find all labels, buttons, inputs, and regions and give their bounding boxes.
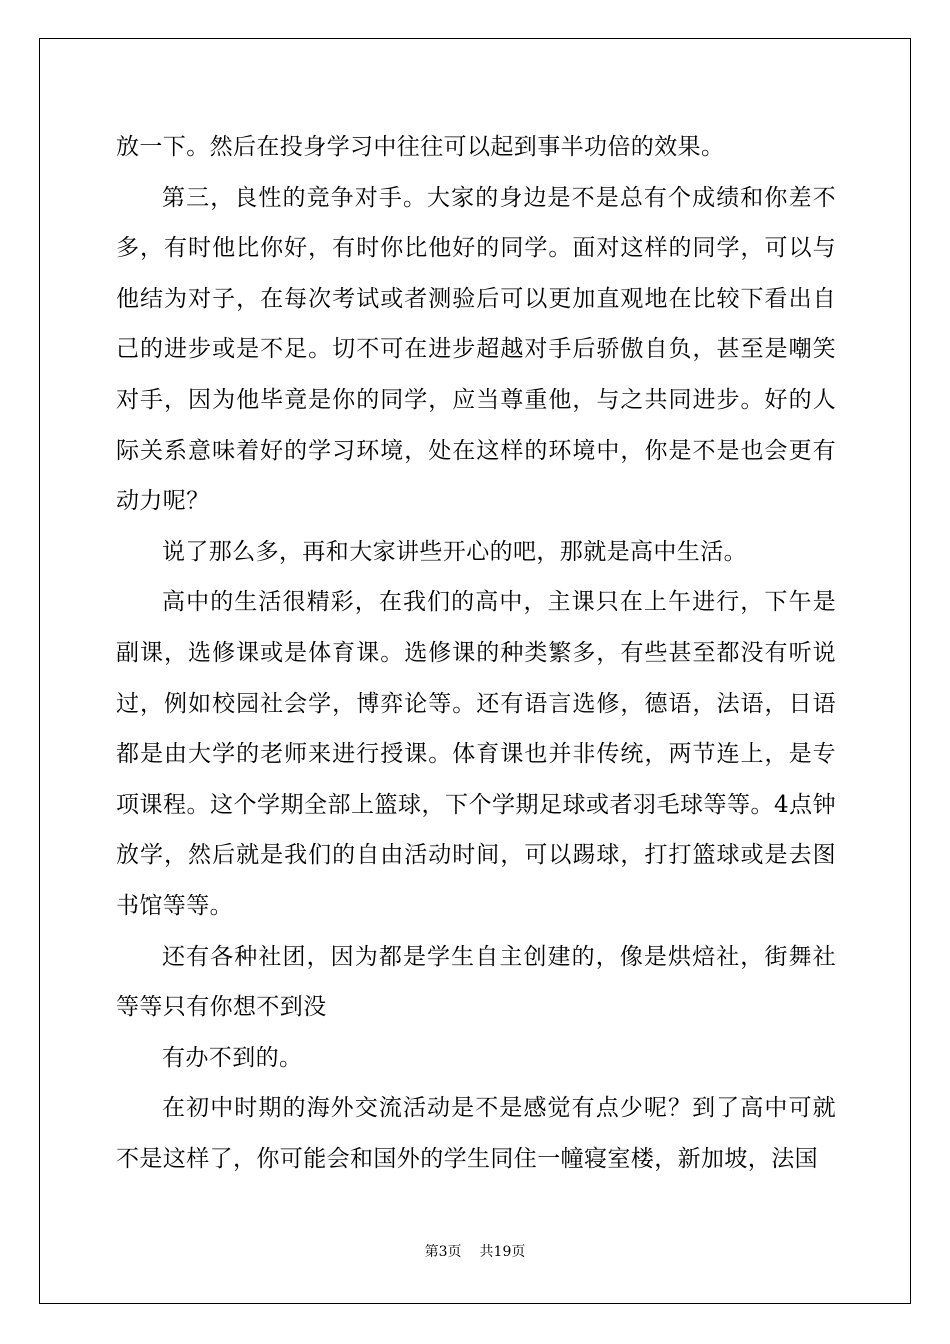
- paragraph-1: 放一下。然后在投身学习中往往可以起到事半功倍的效果。: [116, 134, 725, 160]
- document-body: [116, 122, 836, 1184]
- page-number: 第3页: [424, 1244, 462, 1260]
- paragraph-2: 第三，良性的竞争对手。大家的身边是不是总有个成绩和你差不多，有时他比你好，有时你比他好的同学。面对这样的同学，可以与他结为对子，在每次考试或者测验后可以更加直观地在比较下看出自己的进步或是不足。切不可在进步超越对手后骄傲自负，甚至是嘲笑对手，因为他毕竟是你的同学，应当尊重他，与之共同进步。好的人际关系意味着好的学习环境，处在这样的环境中，你是不是也会更有动力呢？: [116, 184, 836, 515]
- paragraph-3: 说了那么多，再和大家讲些开心的吧，那就是高中生活。: [162, 538, 747, 565]
- page-total: 共19页: [479, 1244, 526, 1260]
- paragraph-5: 还有各种社团，因为都是学生自主创建的，像是烘焙社，街舞社等等只有你想不到没: [116, 943, 836, 1021]
- paragraph-7: 在初中时期的海外交流活动是不是感觉有点少呢？到了高中可就不是这样了，你可能会和国外的学生同住一幢寝室楼，新加坡，法国: [116, 1095, 836, 1172]
- paragraph-6: 有办不到的。: [162, 1044, 303, 1071]
- paragraph-4: 高中的生活很精彩，在我们的高中，主课只在上午进行，下午是副课，选修课或是体育课。选修课的种类繁多，有些甚至都没有听说过，例如校园社会学，博弈论等。还有语言选修，德语，法语，日语都是由大学的老师来进行授课。体育课也并非传统，两节连上，是专项课程。这个学期全部上篮球，下个学期足球或者羽毛球等等。4点钟放学，然后就是我们的自由活动时间，可以踢球，打打篮球或是去图书馆等等。: [116, 589, 836, 919]
- page-footer: [0, 1241, 950, 1261]
